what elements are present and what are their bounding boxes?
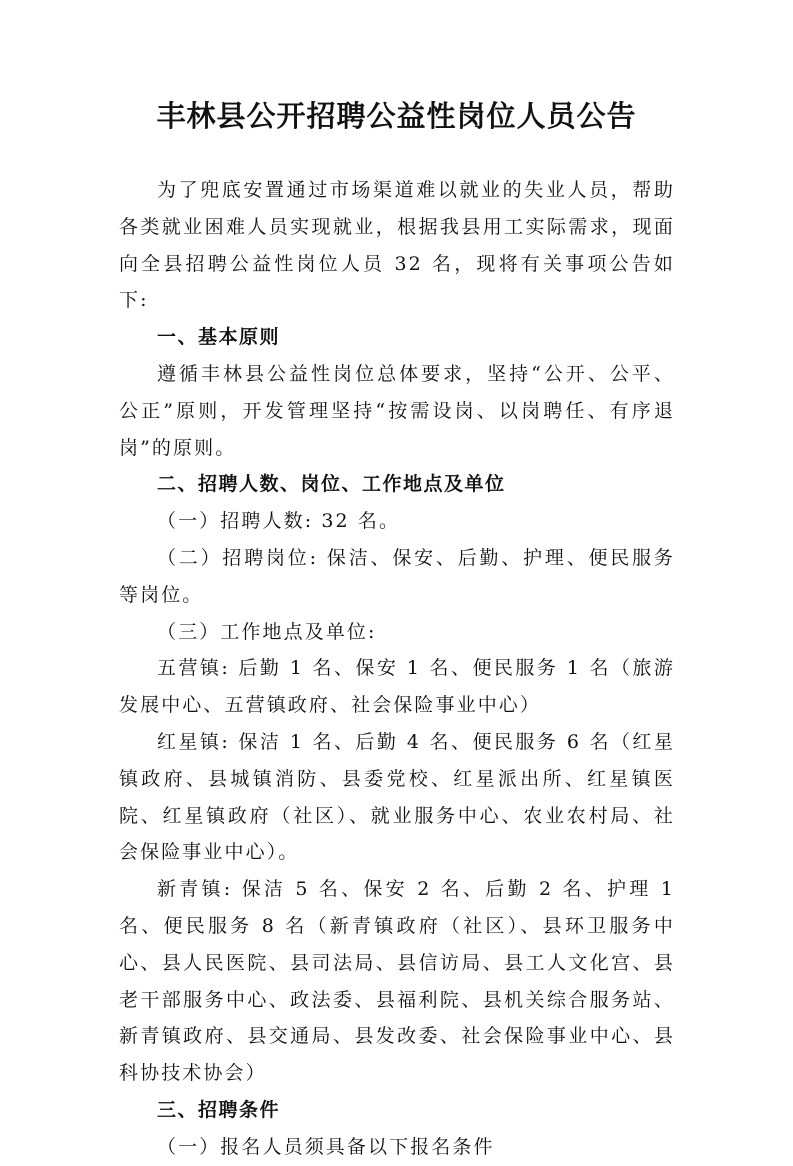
xinqing-town-paragraph: 新青镇: 保洁 5 名、保安 2 名、后勤 2 名、护理 1 名、便民服务 8 名（新青镇政府（社区）、县环卫服务中心、县人民医院、县司法局、县信访局、县工人文化宫、县老干部服务中心、政法委、县福利院、县机关综合服务站、新青镇政府、县交通局、县发改委、社会保险事业中心、县科协技术协会） (119, 878, 675, 1085)
section-heading-positions: 二、招聘人数、岗位、工作地点及单位 (157, 473, 506, 496)
hongxing-town-paragraph: 红星镇: 保洁 1 名、后勤 4 名、便民服务 6 名（红星镇政府、县城镇消防、县委党校、红星派出所、红星镇医院、红星镇政府（社区）、就业服务中心、农业农村局、社会保险事业中心）。 (119, 730, 675, 864)
document-body (119, 172, 675, 1166)
work-location-heading: （三）工作地点及单位: (157, 620, 377, 643)
principles-paragraph: 遵循丰林县公益性岗位总体要求，坚持“公开、公平、公正”原则，开发管理坚持“按需设岗、以岗聘任、有序退岗”的原则。 (119, 362, 675, 459)
section-heading-conditions: 三、招聘条件 (157, 1098, 281, 1121)
wuying-town-paragraph: 五营镇: 后勤 1 名、保安 1 名、便民服务 1 名（旅游发展中心、五营镇政府、社会保险事业中心） (119, 657, 675, 717)
recruit-positions-paragraph: （二）招聘岗位: 保洁、保安、后勤、护理、便民服务等岗位。 (119, 546, 675, 606)
intro-paragraph: 为了兜底安置通过市场渠道难以就业的失业人员，帮助各类就业困难人员实现就业，根据我县用工实际需求，现面向全县招聘公益性岗位人员 32 名，现将有关事项公告如下: (119, 179, 675, 312)
section-heading-principles: 一、基本原则 (157, 326, 281, 349)
conditions-subheading: （一）报名人员须具备以下报名条件 (157, 1135, 495, 1158)
document-title: 丰林县公开招聘公益性岗位人员公告 (156, 99, 637, 133)
recruit-count-paragraph: （一）招聘人数: 32 名。 (157, 510, 401, 533)
